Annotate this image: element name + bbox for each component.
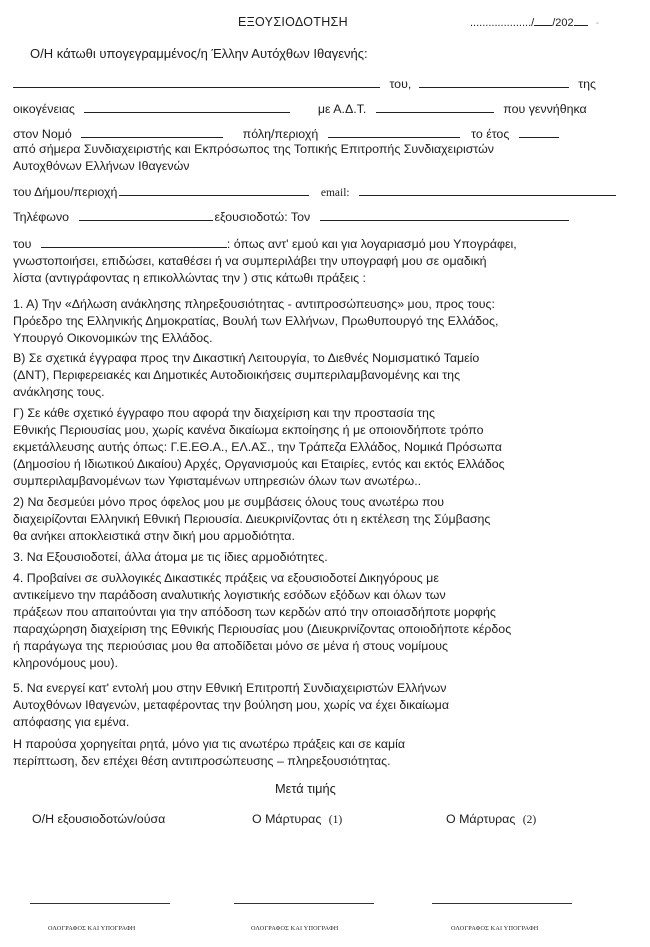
s4-line-4: παραχώρηση διαχείριση της Εθνικής Περιουσίας μου (Διευκρινίζοντας οποιοδήποτε κέρδος	[13, 622, 512, 636]
tou2-label: του	[13, 237, 32, 251]
document-title: ΕΞΟΥΣΙΟΔΟΤΗΣΗ	[238, 15, 348, 29]
city-label: πόλη/περιοχή	[242, 127, 319, 141]
s3-line: 3. Να Εξουσιοδοτεί, άλλα άτομα με τις ίδιες αρμοδιότητες.	[13, 550, 328, 564]
city-blank[interactable]	[328, 126, 460, 138]
witness-2-label	[446, 811, 536, 829]
date-year-blank[interactable]	[574, 14, 588, 26]
date-dots: ....................	[470, 17, 532, 29]
s1a-line-2: Πρόεδρο της Ελληνικής Δημοκρατίας, Βουλή των Ελλήνων, Πρωθυπουργό της Ελλάδος,	[13, 314, 499, 328]
s1c-line-2: Εθνικής Περιουσίας μου, χωρίς κανένα δικαίωμα εκποίησης ή με οποιονδήποτε τρόπο	[13, 423, 484, 437]
witness-1-title: Ο Μάρτυρας	[252, 812, 322, 826]
municipality-row	[13, 184, 616, 202]
section-5	[13, 680, 637, 731]
witness-1-signature-line[interactable]	[234, 903, 374, 904]
year-label: το έτος	[471, 127, 510, 141]
regards: Μετά τιμής	[275, 781, 336, 796]
s4-line-6: κληρονόμους μου).	[13, 656, 118, 670]
as-if-line-3: λίστα (αντιγράφοντας η επικολλώντας την ) στις κάτωθι πράξεις :	[13, 271, 366, 285]
closing-statement	[13, 736, 637, 770]
section-1b	[13, 350, 637, 401]
name-row	[13, 76, 596, 93]
s1a-line-1: 1. Α) Την «Δήλωση ανάκλησης πληρεξουσιότητας - αντιπροσώπευσης» μου, προς τους:	[13, 297, 495, 311]
date-field[interactable]	[470, 14, 599, 32]
s4-line-1: 4. Προβαίνει σε συλλογικές Δικαστικές πράξεις να εξουσιοδοτεί Δικηγόρους με	[13, 571, 439, 585]
s1b-line-3: ανάκλησης τους.	[13, 385, 105, 399]
as-if-line-1: : όπως αντ' εμού και για λογαριασμό μου Υπογράφει,	[226, 237, 517, 251]
s1b-line-1: Β) Σε σχετικά έγγραφα προς την Δικαστική Λειτουργία, το Διεθνές Νομισματικό Ταμείο	[13, 351, 480, 365]
grantor-signature-line[interactable]	[30, 903, 170, 904]
email-label: email:	[320, 187, 350, 199]
since-today-line-2: Αυτοχθόνων Ελλήνων Ιθαγενών	[13, 159, 190, 173]
s5-line-3: απόφασης για εμένα.	[13, 715, 130, 729]
grantor-sign-caption: ΟΛΟΓΡΑΦΟΣ ΚΑΙ ΥΠΟΓΡΑΦΗ	[48, 925, 136, 932]
municipality-blank[interactable]	[119, 184, 309, 196]
date-tail: -	[595, 17, 600, 29]
email-blank[interactable]	[359, 184, 616, 196]
s2-line-1: 2) Να δεσμεύει μόνο προς όφελος μου με συμβάσεις όλους τους ανωτέρω που	[13, 495, 445, 509]
s5-line-1: 5. Να ενεργεί κατ' εντολή μου στην Εθνική Επιτροπή Συνδιαχειριστών Ελλήνων	[13, 681, 447, 695]
authorize-label: εξουσιοδοτώ: Τον	[214, 210, 311, 224]
s1c-line-1: Γ) Σε κάθε σχετικό έγγραφο που αφορά την διαχείριση και την προστασία της	[13, 406, 435, 420]
phone-blank[interactable]	[79, 209, 213, 221]
born-label: που γεννήθηκα	[503, 102, 587, 116]
date-separator-2: /202	[552, 17, 574, 29]
adt-label: με Α.Δ.Τ.	[317, 102, 367, 116]
adt-blank[interactable]	[376, 101, 494, 113]
since-today-line-1: από σήμερα Συνδιαχειριστής και Εκπρόσωπος της Τοπικής Επιτροπής Συνδιαχειριστών	[13, 142, 494, 156]
closing-line-2: περίπτωση, δεν επέχει θέση αντιπροσώπευσης – πληρεξουσιότητας.	[13, 754, 391, 768]
s4-line-2: αντικείμενο την παράδοση αναλυτικής λογιστικής εσόδων εξόδων και όλων των	[13, 588, 446, 602]
s1c-line-5: συμπεριλαμβανομένων των Υφισταμένων υπηρεσιών όλων των ανωτέρω..	[13, 474, 422, 488]
phone-label: Τηλέφωνο	[13, 210, 70, 224]
section-1c	[13, 405, 637, 490]
intro-line-1: Ο/Η κάτωθι υπογεγραμμένος/η Έλλην Αυτόχθων Ιθαγενής:	[30, 46, 368, 61]
section-1a	[13, 296, 637, 347]
s5-line-2: Αυτοχθόνων Ιθαγενών, μεταφέροντας την βούληση μου, χωρίς να έχει δικαίωμα	[13, 698, 449, 712]
tou-label: του,	[389, 77, 412, 91]
phone-row	[13, 209, 569, 226]
oikogeneias-label: οικογένειας	[13, 102, 75, 116]
authorized-father-blank[interactable]	[41, 236, 227, 248]
witness-1-sign-caption: ΟΛΟΓΡΑΦΟΣ ΚΑΙ ΥΠΟΓΡΑΦΗ	[251, 925, 339, 932]
section-4	[13, 570, 637, 672]
nomos-blank[interactable]	[81, 126, 223, 138]
tis-label: της	[578, 77, 596, 91]
date-separator-1: /	[531, 17, 535, 29]
s2-line-2: διαχειρίζονται Ελληνική Εθνική Περιουσία. Διευκρινίζοντας ότι η εκτέλεση της Σύμβασης	[13, 512, 491, 526]
family-row	[13, 101, 587, 118]
full-name-blank[interactable]	[13, 76, 380, 88]
section-3	[13, 549, 637, 566]
s1b-line-2: (ΔΝΤ), Περιφερειακές και Δημοτικές Αυτοδιοικήσεις συμπεριλαμβανομένης και της	[13, 368, 461, 382]
date-month-blank[interactable]	[534, 14, 552, 26]
witness-1-label	[252, 811, 342, 829]
tou-row	[13, 236, 517, 253]
s1c-line-4: (Δημοσίου ή Ιδιωτικού Δικαίου) Αρχές, Οργανισμούς και Εταιρίες, εντός και εκτός Ελλάδος	[13, 457, 505, 471]
s4-line-3: πράξεων που απαιτούνται για την απόδοση των κερδών από την οποιασδήποτε μορφής	[13, 605, 496, 619]
witness-2-title: Ο Μάρτυρας	[446, 812, 516, 826]
year-blank[interactable]	[519, 126, 559, 138]
authorized-person-blank[interactable]	[320, 209, 569, 221]
nomos-label: στον Νομό	[13, 127, 72, 141]
municipality-label: του Δήμου/περιοχή	[13, 185, 118, 199]
section-2	[13, 494, 637, 545]
as-if-line-2: γνωστοποιήσει, επιδώσει, καταθέσει ή να συμπεριλάβει την υπογραφή μου σε ομαδική	[13, 254, 487, 268]
grantor-label: Ο/Η εξουσιοδοτών/ούσα	[32, 812, 166, 826]
father-name-blank[interactable]	[419, 76, 569, 88]
witness-2-signature-line[interactable]	[432, 903, 572, 904]
s2-line-3: θα ανήκει αποκλειστικά στην δική μου αρμοδιότητα.	[13, 529, 295, 543]
s1a-line-3: Υπουργό Οικονομικών της Ελλάδος.	[13, 331, 213, 345]
witness-1-number: (1)	[328, 814, 343, 826]
closing-line-1: Η παρούσα χορηγείται ρητά, μόνο για τις ανωτέρω πράξεις και σε καμία	[13, 737, 406, 751]
witness-2-sign-caption: ΟΛΟΓΡΑΦΟΣ ΚΑΙ ΥΠΟΓΡΑΦΗ	[451, 925, 539, 932]
witness-2-number: (2)	[522, 814, 537, 826]
s4-line-5: ή παράγωγα της περιούσιας μου θα αποδίδεται μόνο σε μένα ή στους νομίμους	[13, 639, 448, 653]
s1c-line-3: εκμετάλλευσης αυτής όπως: Γ.Ε.ΕΘ.Α., ΕΛ.ΑΣ., την Τράπεζα Ελλάδος, Νομικά Πρόσωπα	[13, 440, 502, 454]
family-blank[interactable]	[84, 101, 290, 113]
